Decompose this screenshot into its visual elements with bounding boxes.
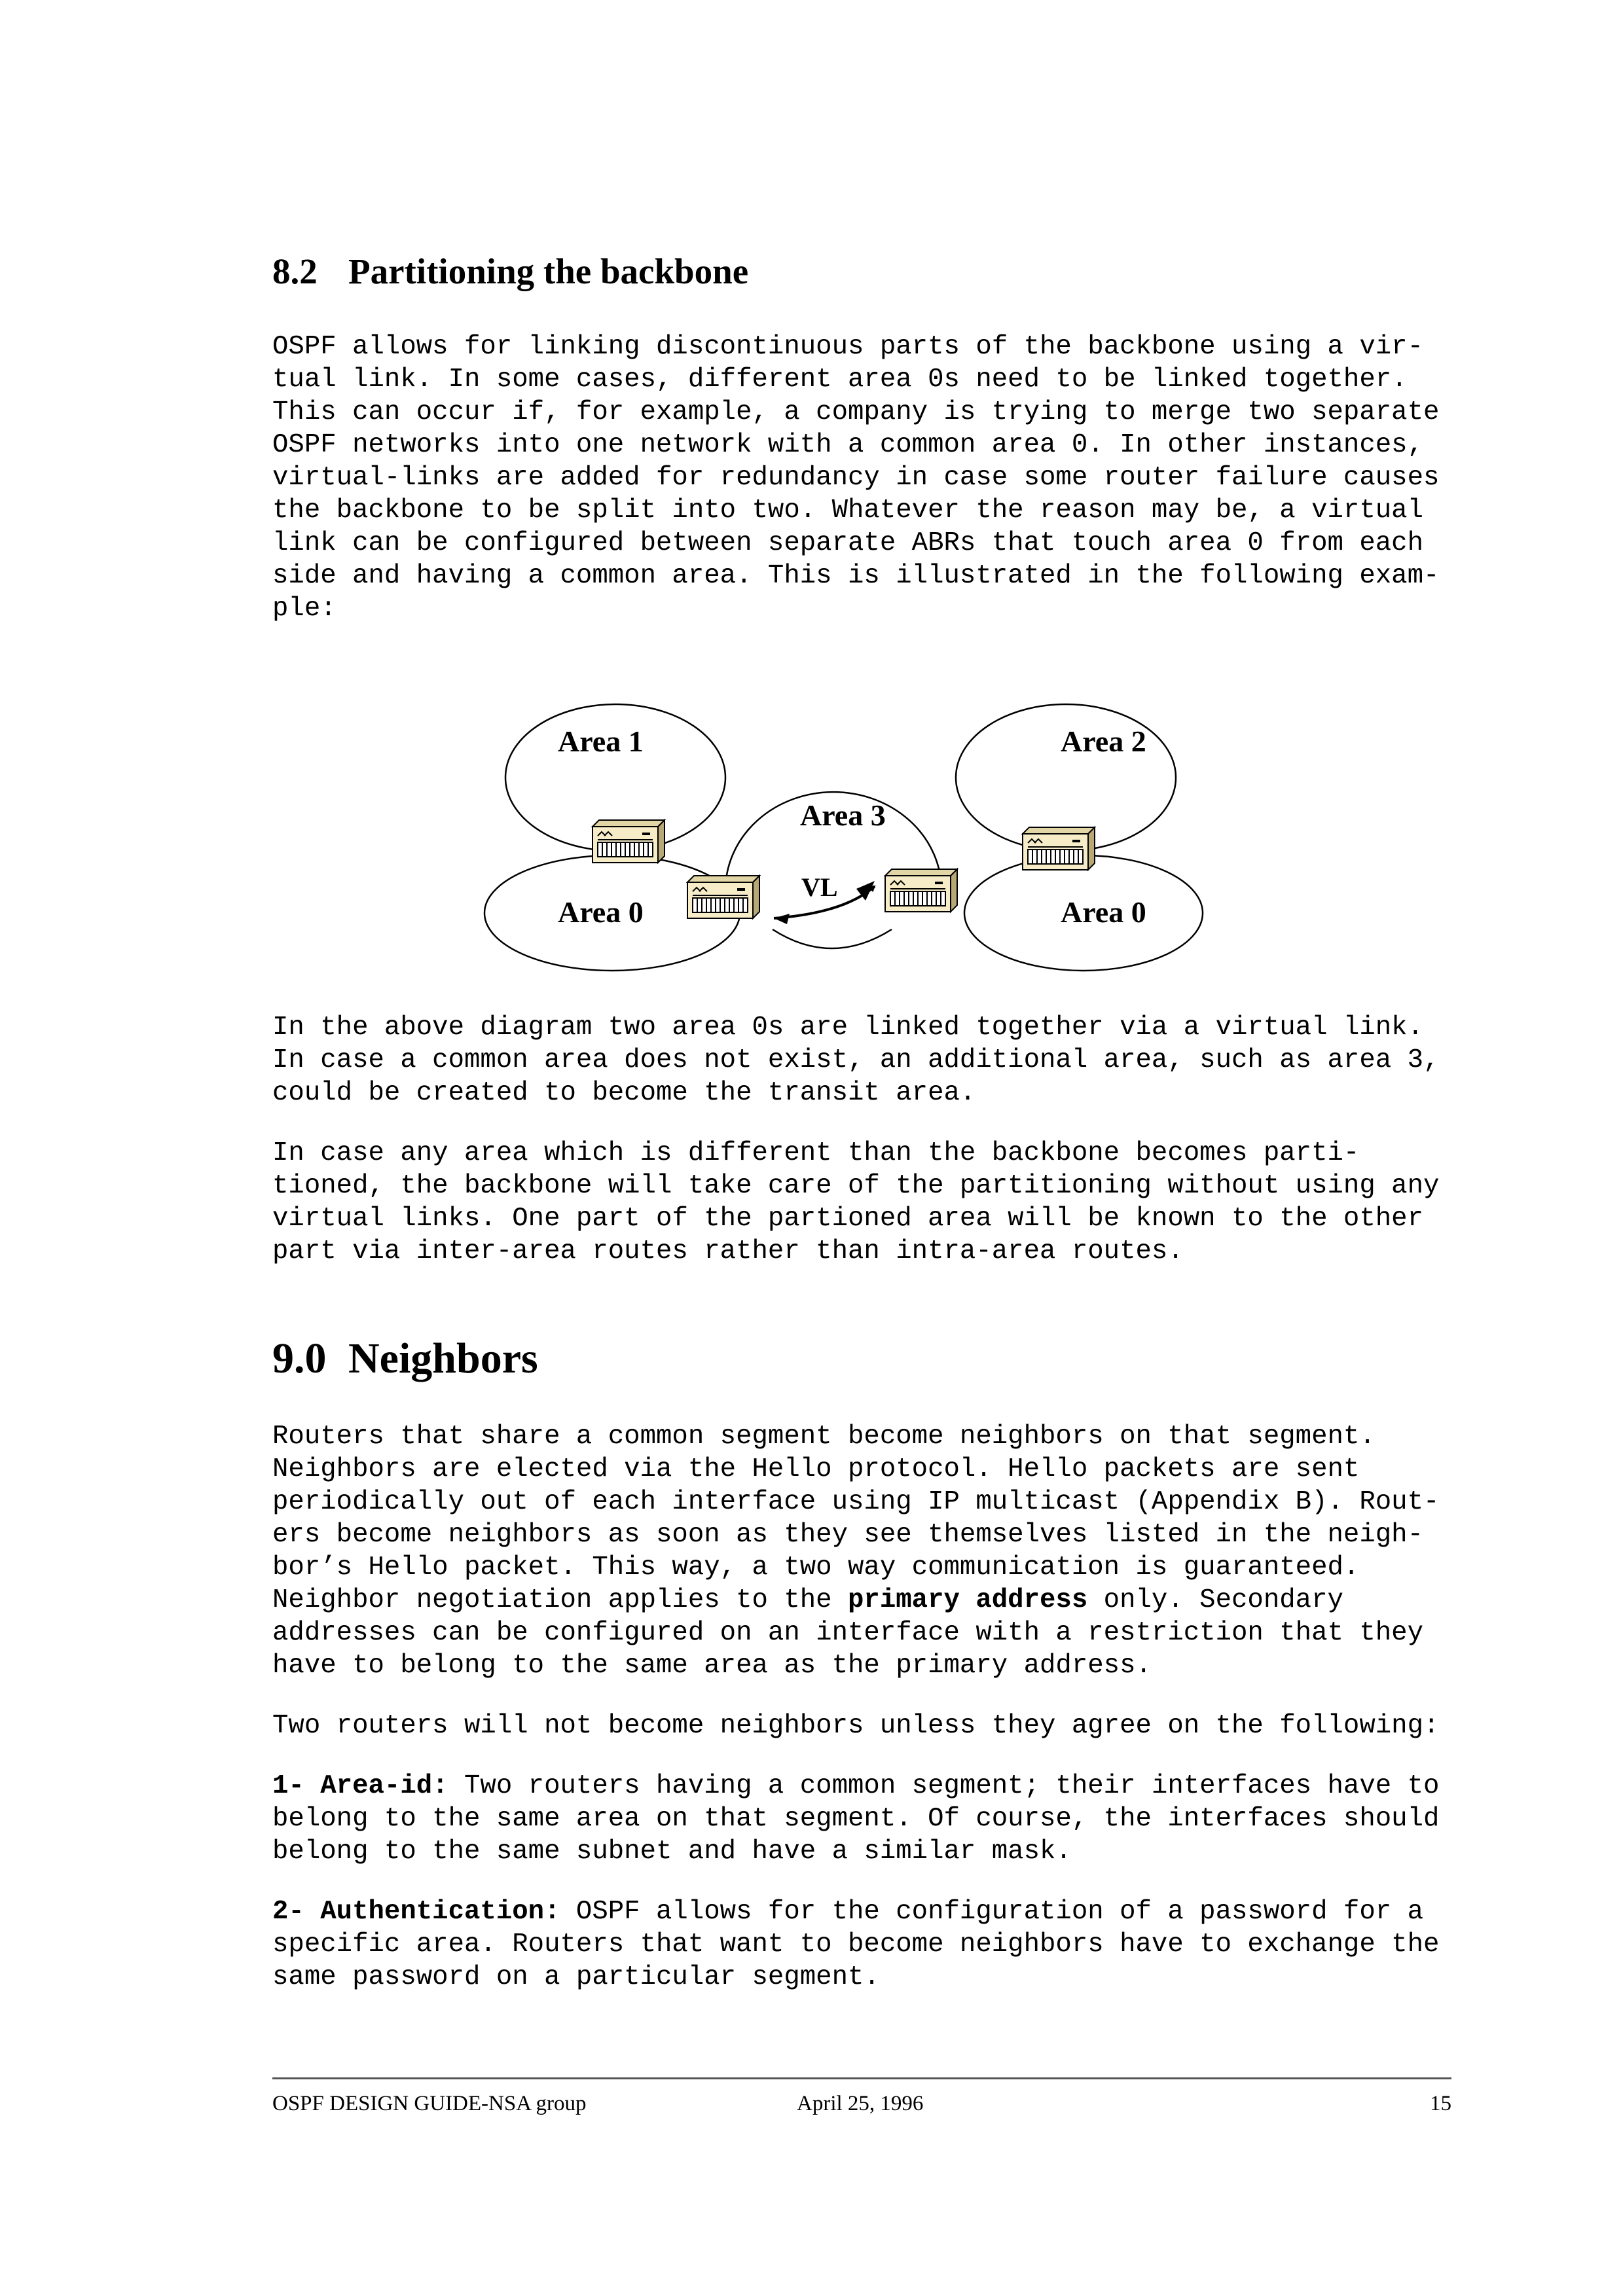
- paragraph-diagram-explanation: [272, 1011, 1464, 1109]
- section-number: 9.0: [272, 1335, 327, 1382]
- text-line: ple:: [272, 594, 337, 624]
- text-line: In the above diagram two area 0s are linked together via a virtual link.: [272, 1013, 1423, 1043]
- text-line: Routers that share a common segment become neighbors on that segment.: [272, 1422, 1376, 1452]
- paragraph-partitioned-area: [272, 1137, 1464, 1268]
- text-line: OSPF networks into one network with a common area 0. In other instances,: [272, 430, 1423, 460]
- text-line: tual link. In some cases, different area 0s need to be linked together.: [272, 365, 1408, 395]
- text-line: virtual-links are added for redundancy in case some router failure causes: [272, 463, 1440, 493]
- text-line: This can occur if, for example, a company is trying to merge two separate: [272, 397, 1440, 427]
- list-item-area-id: [272, 1770, 1464, 1868]
- text-line: specific area. Routers that want to become neighbors have to exchange the: [272, 1929, 1440, 1960]
- list-item-label: 1- Area-id:: [272, 1771, 448, 1801]
- section-heading-9-0: [272, 1334, 538, 1384]
- section-title: Neighbors: [348, 1335, 538, 1382]
- bold-term: primary address: [848, 1585, 1088, 1615]
- area-0-left-label: Area 0: [558, 895, 644, 929]
- text-line: [272, 1770, 1464, 1803]
- router-icon: [687, 876, 759, 918]
- text-line: OSPF allows for linking discontinuous parts of the backbone using a vir-: [272, 332, 1423, 362]
- text-segment: Neighbor negotiation applies to the: [272, 1585, 848, 1615]
- area-2-label: Area 2: [1061, 725, 1146, 758]
- text-line: could be created to become the transit area.: [272, 1078, 976, 1108]
- area-3-lower-arc: [773, 929, 892, 948]
- text-line: periodically out of each interface using IP multicast (Appendix B). Rout-: [272, 1487, 1440, 1517]
- virtual-link-arrowhead-left: [774, 914, 790, 924]
- text-line: belong to the same area on that segment. Of course, the interfaces should: [272, 1804, 1440, 1834]
- virtual-link-label: VL: [801, 872, 838, 902]
- area-3-label: Area 3: [800, 798, 886, 832]
- text-line: the backbone to be split into two. Whatever the reason may be, a virtual: [272, 495, 1423, 526]
- text-line: have to belong to the same area as the primary address.: [272, 1651, 1152, 1681]
- footer-divider: [272, 2077, 1451, 2079]
- text-line: [272, 1895, 1464, 1928]
- router-icon: [1023, 827, 1095, 870]
- text-line: addresses can be configured on an interface with a restriction that they: [272, 1618, 1423, 1648]
- area-0-right-label: Area 0: [1061, 895, 1146, 929]
- text-line: In case any area which is different than the backbone becomes parti-: [272, 1138, 1360, 1168]
- text-segment: OSPF allows for the configuration of a password for a: [560, 1897, 1423, 1927]
- text-line: ers become neighbors as soon as they see themselves listed in the neigh-: [272, 1520, 1423, 1550]
- paragraph-neighbors-intro: [272, 1420, 1464, 1682]
- router-icon: [885, 869, 957, 912]
- text-line: side and having a common area. This is illustrated in the following exam-: [272, 561, 1440, 591]
- text-line: bor’s Hello packet. This way, a two way communication is guaranteed.: [272, 1552, 1360, 1583]
- ospf-virtual-link-diagram: [458, 694, 1244, 975]
- text-line: tioned, the backbone will take care of the partitioning without using any: [272, 1171, 1440, 1201]
- text-line: In case a common area does not exist, an additional area, such as area 3,: [272, 1045, 1440, 1075]
- text-line: belong to the same subnet and have a similar mask.: [272, 1837, 1072, 1867]
- section-number: 8.2: [272, 251, 318, 291]
- router-icon: [593, 820, 665, 863]
- area-1-label: Area 1: [558, 725, 644, 758]
- list-item-authentication: [272, 1895, 1464, 1994]
- paragraph-agreement-intro: Two routers will not become neighbors unless they agree on the following:: [272, 1711, 1440, 1741]
- text-segment: only. Secondary: [1087, 1585, 1343, 1615]
- text-line: link can be configured between separate ABRs that touch area 0 from each: [272, 528, 1423, 558]
- text-line: same password on a particular segment.: [272, 1962, 880, 1992]
- footer-document-title: OSPF DESIGN GUIDE-NSA group: [272, 2092, 587, 2115]
- section-title: Partitioning the backbone: [348, 251, 749, 291]
- footer-page-number: 15: [1430, 2092, 1451, 2115]
- paragraph-virtual-link-intro: [272, 331, 1464, 625]
- text-line: [272, 1584, 1464, 1617]
- text-line: virtual links. One part of the partioned area will be known to the other: [272, 1204, 1423, 1234]
- footer-date: April 25, 1996: [797, 2092, 924, 2115]
- text-segment: Two routers having a common segment; their interfaces have to: [448, 1771, 1440, 1801]
- text-line: Neighbors are elected via the Hello protocol. Hello packets are sent: [272, 1454, 1360, 1484]
- text-line: part via inter-area routes rather than intra-area routes.: [272, 1236, 1184, 1266]
- section-heading-8-2: [272, 251, 748, 292]
- list-item-label: 2- Authentication:: [272, 1897, 560, 1927]
